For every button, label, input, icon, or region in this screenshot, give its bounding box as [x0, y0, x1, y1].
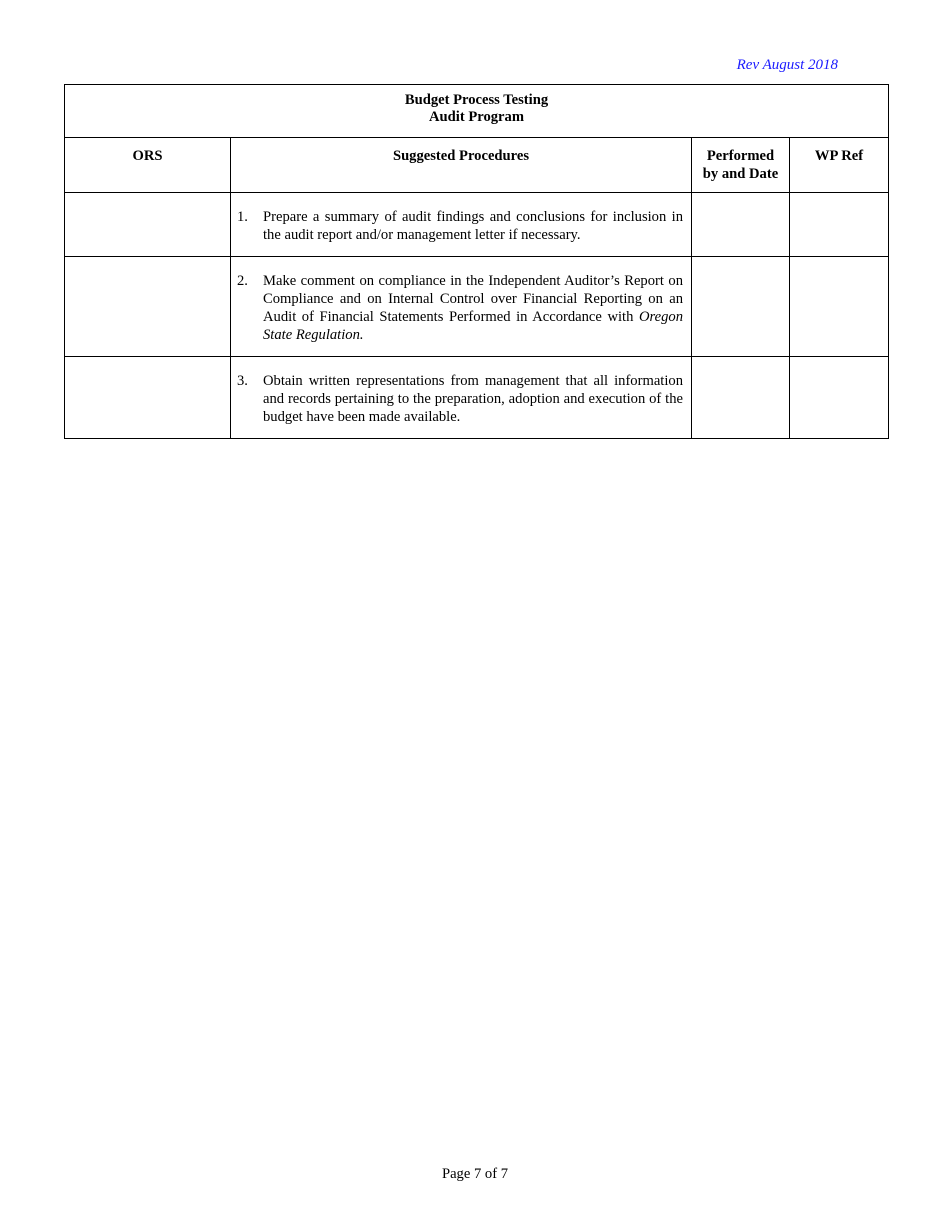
audit-program-table [64, 84, 889, 439]
procedure-cell [231, 193, 692, 257]
wp-ref-cell [790, 357, 889, 439]
item-number: 3. [237, 373, 248, 389]
item-text-plain: Prepare a summary of audit findings and conclusions for inclusion in the audit report and/or management letter if necessary. [263, 209, 683, 243]
procedure-cell [231, 257, 692, 357]
table-row [65, 257, 889, 357]
title-line-1: Budget Process Testing [404, 92, 549, 108]
performed-cell [692, 257, 790, 357]
item-text [263, 372, 683, 426]
performed-line-2: by and Date [702, 166, 779, 182]
revision-label: Rev August 2018 [736, 57, 838, 73]
ors-cell [65, 193, 231, 257]
header-procedures: Suggested Procedures [231, 138, 692, 193]
item-text-plain: Obtain written representations from management that all information and records pertaining to the preparation, adoption and execution of the budget have been made available. [263, 373, 683, 425]
ors-cell [65, 257, 231, 357]
item-text [263, 272, 683, 344]
performed-cell [692, 357, 790, 439]
item-text-italic: Oregon State Regulation. [263, 309, 683, 343]
procedure-cell [231, 357, 692, 439]
header-wp-ref: WP Ref [790, 138, 889, 193]
performed-cell [692, 193, 790, 257]
table-row [65, 193, 889, 257]
title-line-2: Audit Program [429, 109, 524, 125]
header-performed [692, 138, 790, 193]
header-ors: ORS [65, 138, 231, 193]
performed-line-1: Performed [706, 148, 775, 164]
ors-cell [65, 357, 231, 439]
table-row [65, 357, 889, 439]
item-number: 1. [237, 209, 248, 225]
wp-ref-cell [790, 257, 889, 357]
header-row [65, 138, 889, 193]
item-text-plain: Make comment on compliance in the Independent Auditor’s Report on Compliance and on Internal Control over Financial Reporting on an Audit of Financial Statements Performed in Accordance with [263, 273, 683, 325]
item-number: 2. [237, 273, 248, 289]
table-title [65, 85, 889, 138]
item-text [263, 208, 683, 244]
wp-ref-cell [790, 193, 889, 257]
page-number: Page 7 of 7 [441, 1166, 509, 1182]
